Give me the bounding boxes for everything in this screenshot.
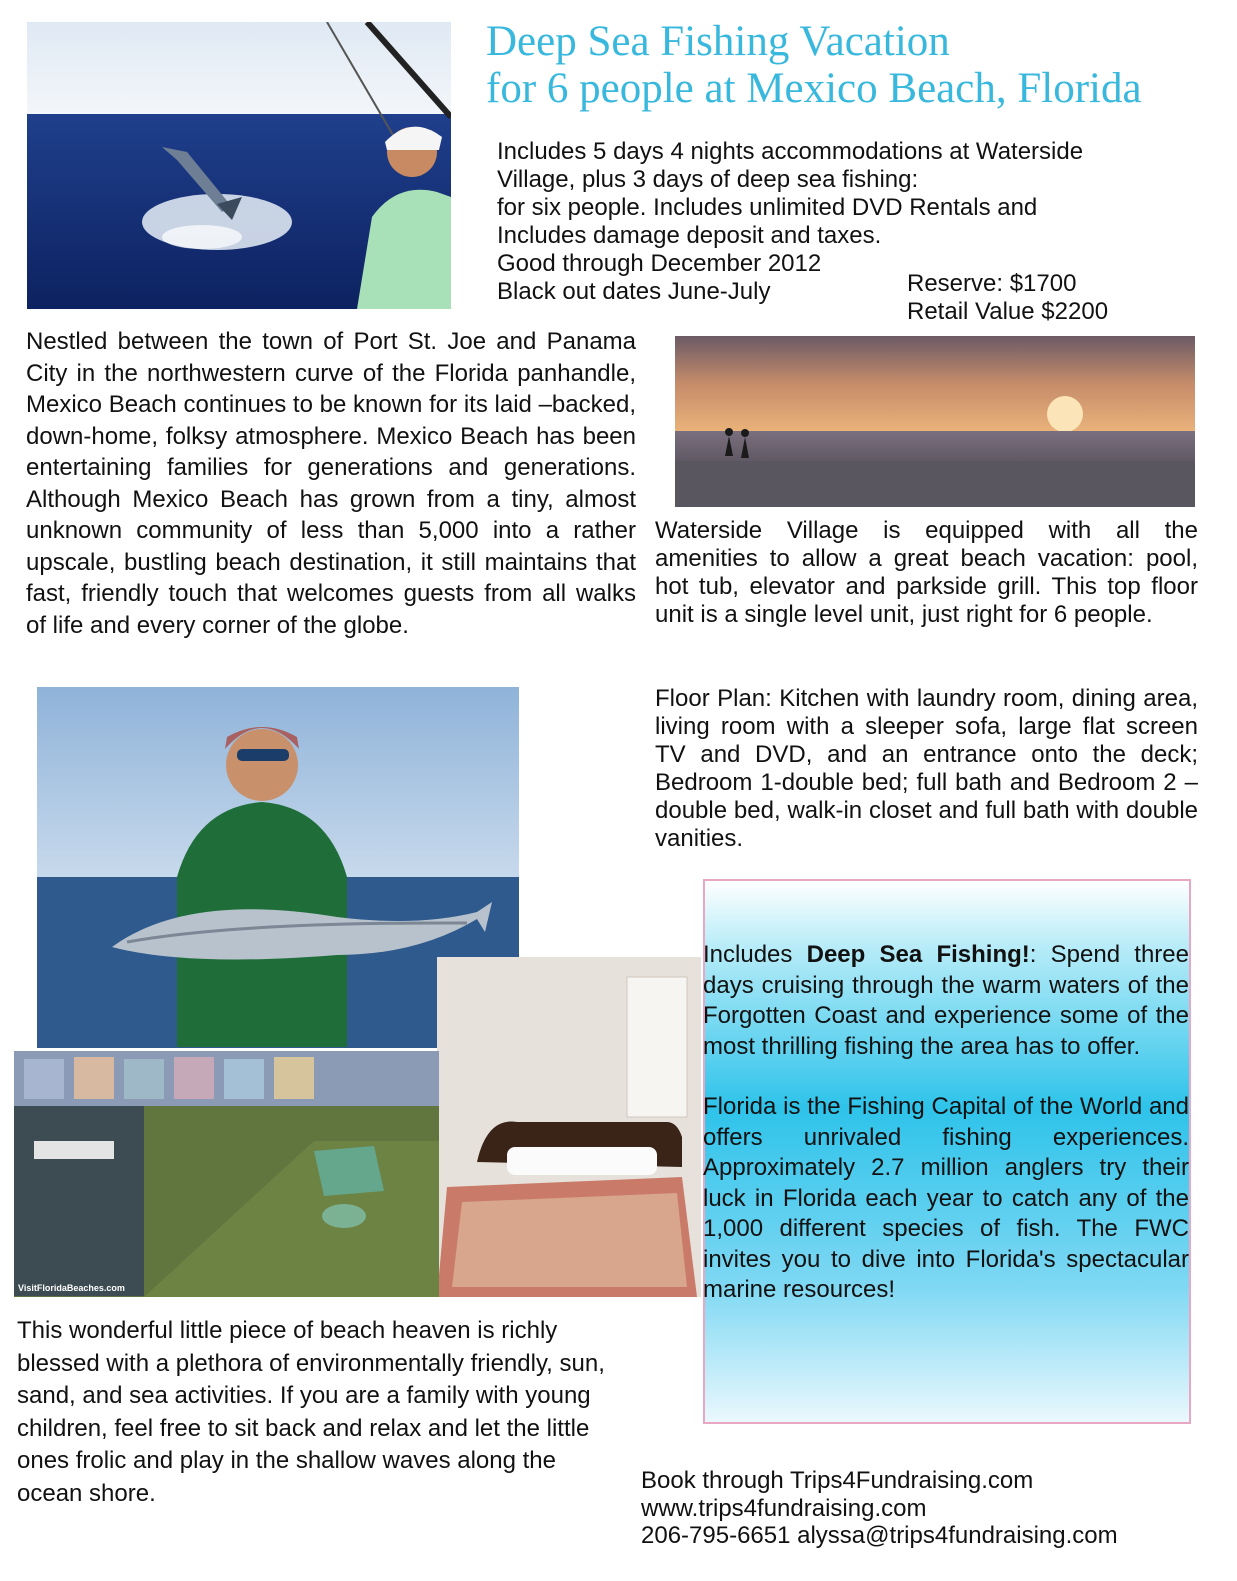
retail-value: Retail Value $2200 — [907, 298, 1109, 325]
resort-aerial-photo — [14, 1051, 439, 1297]
fishing-intro-bold: Deep Sea Fishing! — [806, 941, 1030, 968]
fishing-capital-paragraph: Florida is the Fishing Capital of the World and offers unrivaled fishing experiences. Approximately 2.7 million anglers try their luck in Florida each year to catch any of the 1,000 different species of fish. The FWC invites you to dive into Florida's spectacular marine resources! — [703, 1093, 1189, 1303]
title-line-1: Deep Sea Fishing Vacation — [486, 18, 950, 65]
includes-details — [497, 138, 1217, 306]
intro-paragraph: Nestled between the town of Port St. Joe and Panama City in the northwestern curve of the Florida panhandle, Mexico Beach continues to be known for its laid –backed, down-home, folksy atmosphere. Mexico Beach has been entertaining families for generations and generations. Although Mexico Beach has grown from a tiny, almost unknown community of less than 5,000 into a rather upscale, bustling beach destination, it still maintains that fast, friendly touch that welcomes guests from all walks of life and every corner of the globe. — [26, 328, 636, 639]
booking-contact: 206-795-6651 alyssa@trips4fundraising.com — [641, 1522, 1118, 1549]
booking-line-1: Book through Trips4Fundraising.com — [641, 1467, 1034, 1494]
includes-line-3: for six people. Includes unlimited DVD Rentals and — [497, 194, 1038, 221]
beach-sunset-photo — [675, 336, 1195, 507]
deep-sea-fishing-text — [703, 940, 1189, 1306]
booking-info — [641, 1467, 1118, 1550]
photo-watermark: VisitFloridaBeaches.com — [18, 1283, 125, 1293]
bedroom-photo — [437, 957, 701, 1297]
includes-line-4: Includes damage deposit and taxes. — [497, 222, 882, 249]
pricing — [907, 270, 1108, 326]
floor-plan-paragraph: Floor Plan: Kitchen with laundry room, dining area, living room with a sleeper sofa, large flat screen TV and DVD, and an entrance onto the deck; Bedroom 1-double bed; full bath and Bedroom 2 – double bed, walk-in closet and full bath with double vanities. — [655, 685, 1198, 852]
booking-website: www.trips4fundraising.com — [641, 1494, 927, 1522]
beach-paragraph: This wonderful little piece of beach heaven is richly blessed with a plethora of environmentally friendly, sun, sand, and sea activities. If you are a family with young children, feel free to sit back and relax and let the little ones frolic and play in the shallow waves along the ocean shore. — [17, 1317, 605, 1507]
includes-line-6: Black out dates June-July — [497, 278, 771, 305]
includes-line-5: Good through December 2012 — [497, 250, 822, 277]
reserve-price: Reserve: $1700 — [907, 270, 1077, 297]
marlin-fishing-photo — [27, 22, 451, 309]
fishing-intro-prefix: Includes — [703, 941, 807, 968]
title-line-2: for 6 people at Mexico Beach, Florida — [486, 65, 1142, 112]
includes-line-2: Village, plus 3 days of deep sea fishing: — [497, 166, 919, 193]
includes-line-1: Includes 5 days 4 nights accommodations at Waterside — [497, 138, 1084, 165]
fishing-intro-paragraph — [703, 940, 1189, 1062]
page-title — [486, 18, 1226, 112]
amenities-paragraph: Waterside Village is equipped with all the amenities to allow a great beach vacation: pool, hot tub, elevator and parkside grill. This top floor unit is a single level unit, just right for 6 people. — [655, 517, 1198, 628]
fishing-intro-rest: : Spend three days cruising through the warm waters of the Forgotten Coast and experience some of the most thrilling fishing the area has to offer. — [703, 941, 1189, 1060]
